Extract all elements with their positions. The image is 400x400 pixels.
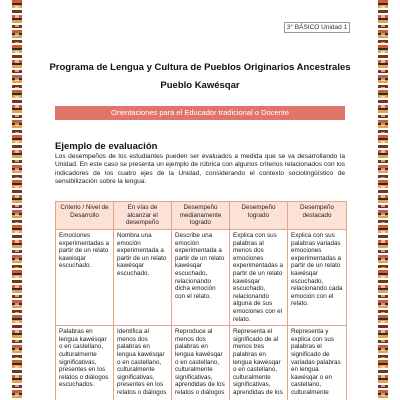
- grade-unit-badge: 3° BÁSICO Unidad 1: [284, 22, 350, 33]
- table-cell: Palabras en lengua kawésqar o en castellano, culturalmente significativas, presentes en los relatos o diálogos escuchados.: [56, 326, 114, 400]
- table-cell: Reproduce al menos dos palabras en lengua kawésqar o en castellano, culturalmente significativas, aprendidas de los relatos o diálogos: [172, 326, 230, 400]
- header-medianamente: Desempeño medianamente logrado: [172, 202, 230, 230]
- program-title: Programa de Lengua y Cultura de Pueblos Originarios Ancestrales: [49, 62, 351, 73]
- orientation-banner: Orientaciones para el Educador tradicional o Docente: [55, 106, 345, 120]
- header-destacado: Desempeño destacado: [288, 202, 347, 230]
- table-cell: Representa y explica con sus palabras el significado de variadas palabras en lengua kawésqar o en castellano, culturalmente: [288, 326, 347, 400]
- table-cell: Identifica al menos dos palabras en lengua kawésqar o en castellano, culturalmente significativas, presentes en los relatos o diálogos: [114, 326, 172, 400]
- table-cell: Nombra una emoción experimentada a partir de un relato kawésqar escuchado.: [114, 230, 172, 326]
- intro-paragraph: Los desempeños de los estudiantes pueden ser evaluados a medida que se va desarrollando la Unidad. En este caso se presenta un ejemplo de rúbrica con algunos criterios relacionados con los indicadores de los cuatro ejes de la Unidad, considerando el contexto sociolingüístico de sensibilización sobre la lengua:: [55, 153, 345, 185]
- table-cell: Representa el significado de al menos tres palabras en lengua kawésqar o en castellano, culturalmente significativas, aprendidas de los: [230, 326, 288, 400]
- rubric-header-row: [56, 202, 347, 230]
- table-cell: Describe una emoción experimentada a partir de un relato kawésqar escuchado, relacionando dicha emoción con el relato.: [172, 230, 230, 326]
- table-row: [56, 326, 347, 400]
- table-cell: Explica con sus palabras al menos dos emociones experimentadas a partir de un relato kawésqar escuchado, relacionando alguna de sus emociones con el relato.: [230, 230, 288, 326]
- decorative-border-left: [12, 0, 22, 400]
- table-cell: Emociones experimentadas a partir de un relato kawésqar escuchado.: [56, 230, 114, 326]
- table-row: [56, 230, 347, 326]
- header-criterio: Criterio / Nivel de Desarrollo: [56, 202, 114, 230]
- rubric-table: [55, 201, 347, 400]
- pueblo-title: Pueblo Kawésqar: [160, 80, 240, 91]
- table-cell: Explica con sus palabras variadas emociones experimentadas a partir de un relato kawésqar escuchado, relacionando cada emoción con el relato.: [288, 230, 347, 326]
- header-en-vias: En vías de alcanzar el desempeño: [114, 202, 172, 230]
- section-title: Ejemplo de evaluación: [55, 141, 158, 152]
- header-logrado: Desempeño logrado: [230, 202, 288, 230]
- decorative-border-right: [378, 0, 388, 400]
